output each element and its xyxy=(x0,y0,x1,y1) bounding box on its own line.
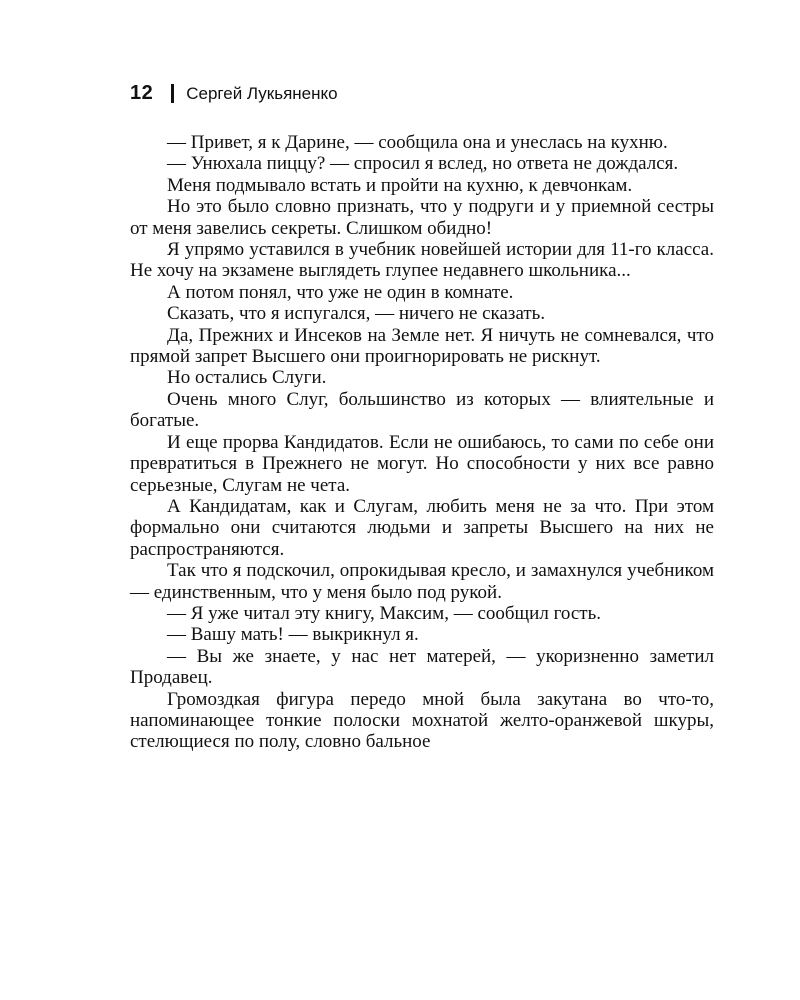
paragraph: — Унюхала пиццу? — спросил я вслед, но ответа не дождался. xyxy=(167,153,679,175)
paragraph: Я упрямо уставился в учебник новейшей истории для 11-го класса. Не хочу на экзамене выглядеть глупее недавнего школьника... xyxy=(130,239,714,282)
paragraph: Но это было словно признать, что у подруги и у приемной сестры от меня завелись секреты. Слишком обидно! xyxy=(130,196,714,239)
author-name: Сергей Лукьяненко xyxy=(186,83,338,103)
paragraph: Громоздкая фигура передо мной была закутана во что-то, напоминающее тонкие полоски мохнатой желто-оранжевой шкуры, стелющиеся по полу, словно бальное xyxy=(130,688,714,753)
paragraph: Меня подмывало встать и пройти на кухню, к девчонкам. xyxy=(167,174,633,196)
body-text xyxy=(130,132,714,753)
paragraph: Очень много Слуг, большинство из которых — влиятельные и богатые. xyxy=(130,388,714,432)
running-header xyxy=(130,82,338,105)
paragraph: — Вы же знаете, у нас нет матерей, — укоризненно заметил Продавец. xyxy=(130,645,714,689)
paragraph: — Я уже читал эту книгу, Максим, — сообщил гость. xyxy=(167,602,602,624)
paragraph: Но остались Слуги. xyxy=(167,367,327,389)
paragraph: А потом понял, что уже не один в комнате. xyxy=(167,281,514,303)
paragraph: А Кандидатам, как и Слугам, любить меня не за что. При этом формально они считаются людьми и запреты Высшего на них не распространяются. xyxy=(130,495,714,560)
paragraph: Так что я подскочил, опрокидывая кресло, и замахнулся учебником — единственным, что у меня было под рукой. xyxy=(130,560,714,603)
header-separator xyxy=(171,84,174,103)
paragraph: Да, Прежних и Инсеков на Земле нет. Я ничуть не сомневался, что прямой запрет Высшего они проигнорировать не рискнут. xyxy=(130,324,714,368)
paragraph: — Вашу мать! — выкрикнул я. xyxy=(167,624,419,646)
page-number: 12 xyxy=(130,82,154,104)
paragraph: И еще прорва Кандидатов. Если не ошибаюсь, то сами по себе они превратиться в Прежнего не могут. Но способности у них все равно серьезные, Слугам не чета. xyxy=(130,431,714,496)
paragraph: Сказать, что я испугался, — ничего не сказать. xyxy=(167,303,546,325)
paragraph: — Привет, я к Дарине, — сообщила она и унеслась на кухню. xyxy=(167,132,668,153)
